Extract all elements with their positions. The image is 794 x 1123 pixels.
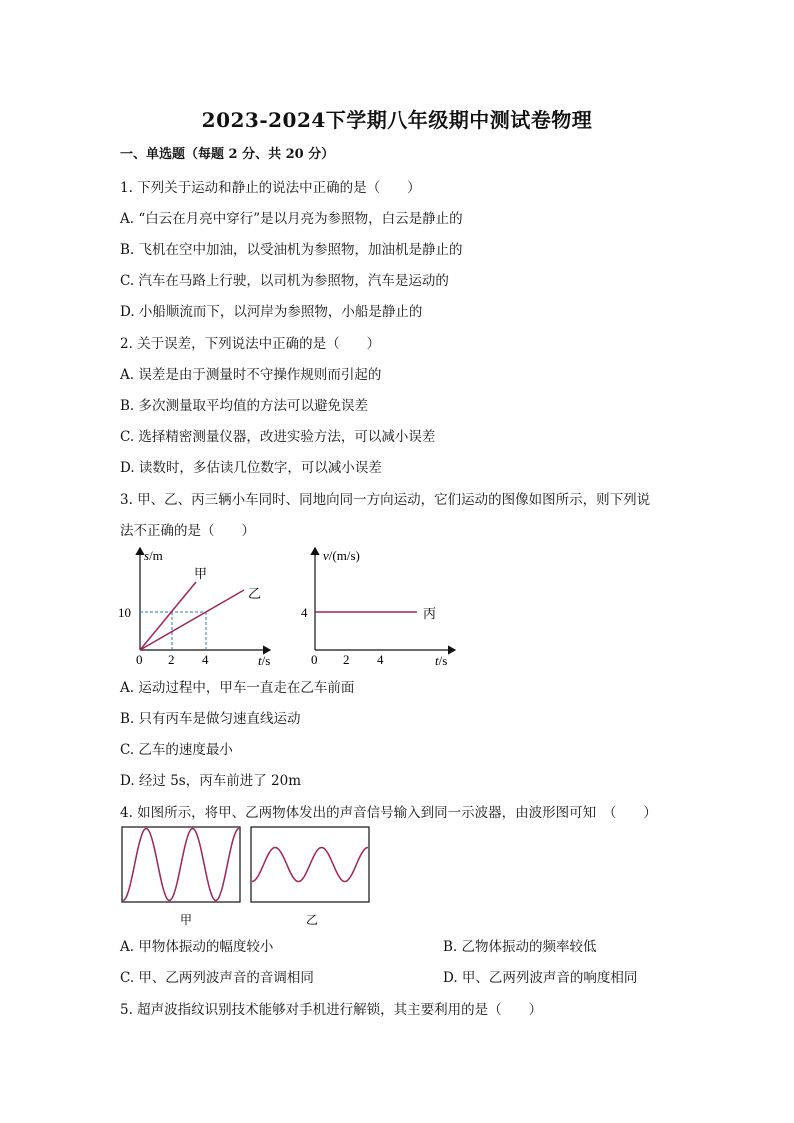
vt-graph: [295, 540, 475, 674]
st-origin-label: 0: [136, 652, 143, 667]
question-4-option-d: D. 甲、乙两列波声音的响度相同: [443, 970, 638, 986]
page-title: 2023-2024下学期八年级期中测试卷物理: [201, 108, 593, 132]
question-3-option-d: D. 经过 5s，丙车前进了 20m: [120, 773, 302, 789]
question-3-option-c: C. 乙车的速度最小: [120, 742, 233, 758]
st-xtick-2: 2: [168, 652, 175, 667]
vt-xlabel: t/s: [435, 653, 448, 668]
section-heading: 一、单选题（每题 2 分、共 20 分）: [120, 147, 335, 162]
vt-origin-label: 0: [311, 652, 318, 667]
question-4-option-c: C. 甲、乙两列波声音的音调相同: [120, 970, 314, 986]
st-xtick-4: 4: [202, 652, 209, 667]
question-3-stem-line-1: 3. 甲、乙、丙三辆小车同时、同地向同一方向运动，它们运动的图像如图所示，则下列说: [120, 492, 651, 508]
question-1-option-a: A. “白云在月亮中穿行”是以月亮为参照物，白云是静止的: [120, 211, 463, 227]
question-2-option-c: C. 选择精密测量仪器，改进实验方法，可以减小误差: [120, 429, 436, 445]
st-ytick-10: 10: [118, 605, 131, 620]
question-1-option-c: C. 汽车在马路上行驶，以司机为参照物，汽车是运动的: [120, 273, 449, 289]
question-3-option-a: A. 运动过程中，甲车一直走在乙车前面: [120, 680, 355, 696]
st-ylabel: s/m: [144, 548, 163, 563]
question-1-option-d: D. 小船顺流而下，以河岸为参照物，小船是静止的: [120, 304, 423, 320]
question-4-stem: 4. 如图所示，将甲、乙两物体发出的声音信号输入到同一示波器，由波形图可知 （ ）: [120, 805, 657, 821]
vt-ytick-4: 4: [301, 605, 308, 620]
question-2-option-d: D. 读数时，多估读几位数字，可以减小误差: [120, 460, 382, 476]
waveform-label-yi: 乙: [306, 913, 319, 927]
vt-xtick-2: 2: [343, 652, 350, 667]
question-5-stem: 5. 超声波指纹识别技术能够对手机进行解锁，其主要利用的是（ ）: [120, 1002, 543, 1018]
st-graph: [110, 540, 290, 674]
question-1-stem: 1. 下列关于运动和静止的说法中正确的是（ ）: [120, 180, 421, 196]
st-line-yi: [140, 590, 244, 650]
vt-ylabel: v/(m/s): [323, 548, 360, 563]
vt-label-bing: 丙: [423, 606, 437, 621]
question-2-option-b: B. 多次测量取平均值的方法可以避免误差: [120, 398, 369, 414]
waveform-label-jia: 甲: [180, 913, 193, 927]
st-label-yi: 乙: [248, 586, 262, 601]
question-4-option-b: B. 乙物体振动的频率较低: [443, 939, 597, 955]
waveform-yi: [252, 848, 368, 882]
question-2-stem: 2. 关于误差，下列说法中正确的是（ ）: [120, 336, 381, 352]
st-line-jia: [140, 582, 196, 650]
question-1-option-b: B. 飞机在空中加油，以受油机为参照物，加油机是静止的: [120, 242, 463, 258]
st-label-jia: 甲: [194, 566, 208, 581]
question-2-option-a: A. 误差是由于测量时不守操作规则而引起的: [120, 367, 382, 383]
question-4-option-a: A. 甲物体振动的幅度较小: [120, 939, 274, 955]
question-3-option-b: B. 只有丙车是做匀速直线运动: [120, 711, 301, 727]
st-xlabel: t/s: [258, 653, 271, 668]
waveform-figure: [120, 826, 380, 934]
question-3-stem-line-2: 法不正确的是（ ）: [120, 523, 255, 539]
waveform-jia: [123, 829, 239, 901]
vt-xtick-4: 4: [377, 652, 384, 667]
